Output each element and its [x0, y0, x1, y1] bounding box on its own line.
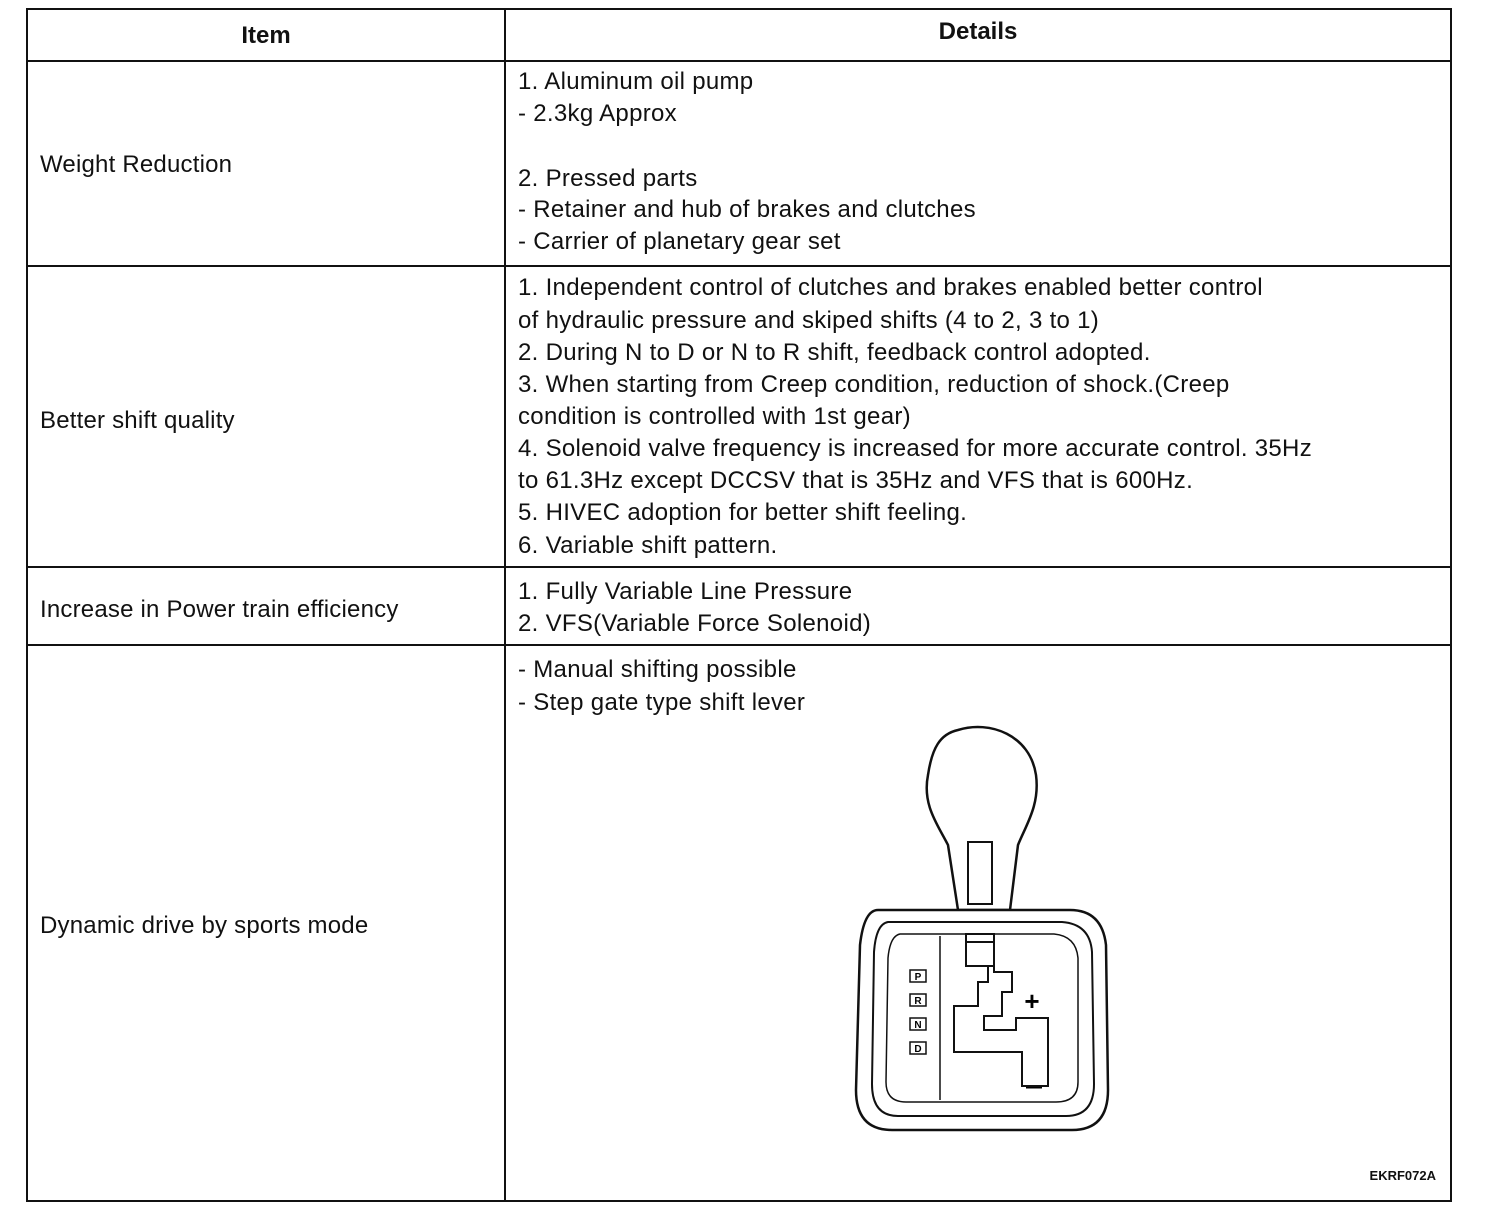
- table-border-left: [26, 8, 28, 1202]
- shift-lever-illustration: [840, 720, 1140, 1140]
- detail-line: - Manual shifting possible: [518, 656, 797, 683]
- figure-code: EKRF072A: [1369, 1168, 1436, 1183]
- row-divider: [26, 644, 1452, 646]
- table-border-bottom: [26, 1200, 1452, 1202]
- detail-line: - Carrier of planetary gear set: [518, 228, 841, 255]
- row-item-weight-reduction: Weight Reduction: [40, 151, 233, 178]
- gear-label-p: P: [914, 972, 922, 983]
- detail-line: 2. VFS(Variable Force Solenoid): [518, 610, 872, 637]
- gear-label-r: R: [914, 996, 922, 1007]
- detail-line: - Retainer and hub of brakes and clutches: [518, 196, 976, 223]
- column-divider: [504, 8, 506, 1202]
- detail-line: 5. HIVEC adoption for better shift feeling.: [518, 499, 968, 526]
- header-divider: [26, 60, 1452, 62]
- detail-line: 1. Independent control of clutches and brakes enabled better control: [518, 274, 1263, 301]
- header-item: Item: [241, 22, 291, 49]
- detail-line: 2. Pressed parts: [518, 165, 698, 192]
- detail-line: - 2.3kg Approx: [518, 100, 677, 127]
- gate-slot: [966, 942, 994, 966]
- row-divider: [26, 265, 1452, 267]
- header-details: Details: [938, 18, 1018, 45]
- row-item-power-train-efficiency: Increase in Power train efficiency: [40, 596, 399, 623]
- detail-line: to 61.3Hz except DCCSV that is 35Hz and VFS that is 600Hz.: [518, 467, 1194, 494]
- detail-line: 1. Fully Variable Line Pressure: [518, 578, 853, 605]
- gear-label-d: D: [914, 1044, 922, 1055]
- detail-line: 6. Variable shift pattern.: [518, 532, 778, 559]
- table-border-right: [1450, 8, 1452, 1202]
- detail-line: - Step gate type shift lever: [518, 689, 806, 716]
- gear-label-n: N: [914, 1020, 922, 1031]
- detail-line: 1. Aluminum oil pump: [518, 68, 754, 95]
- detail-line: 3. When starting from Creep condition, reduction of shock.(Creep: [518, 371, 1230, 398]
- detail-line: of hydraulic pressure and skiped shifts (4 to 2, 3 to 1): [518, 307, 1100, 334]
- detail-line: condition is controlled with 1st gear): [518, 403, 911, 430]
- knob-button: [968, 842, 992, 904]
- detail-line: 2. During N to D or N to R shift, feedback control adopted.: [518, 339, 1151, 366]
- row-item-better-shift-quality: Better shift quality: [40, 407, 235, 434]
- plus-sign: +: [1024, 986, 1040, 1016]
- minus-sign: —: [1026, 1079, 1042, 1096]
- row-item-dynamic-drive: Dynamic drive by sports mode: [40, 912, 369, 939]
- row-divider: [26, 566, 1452, 568]
- detail-line: 4. Solenoid valve frequency is increased for more accurate control. 35Hz: [518, 435, 1312, 462]
- table-border-top: [26, 8, 1452, 10]
